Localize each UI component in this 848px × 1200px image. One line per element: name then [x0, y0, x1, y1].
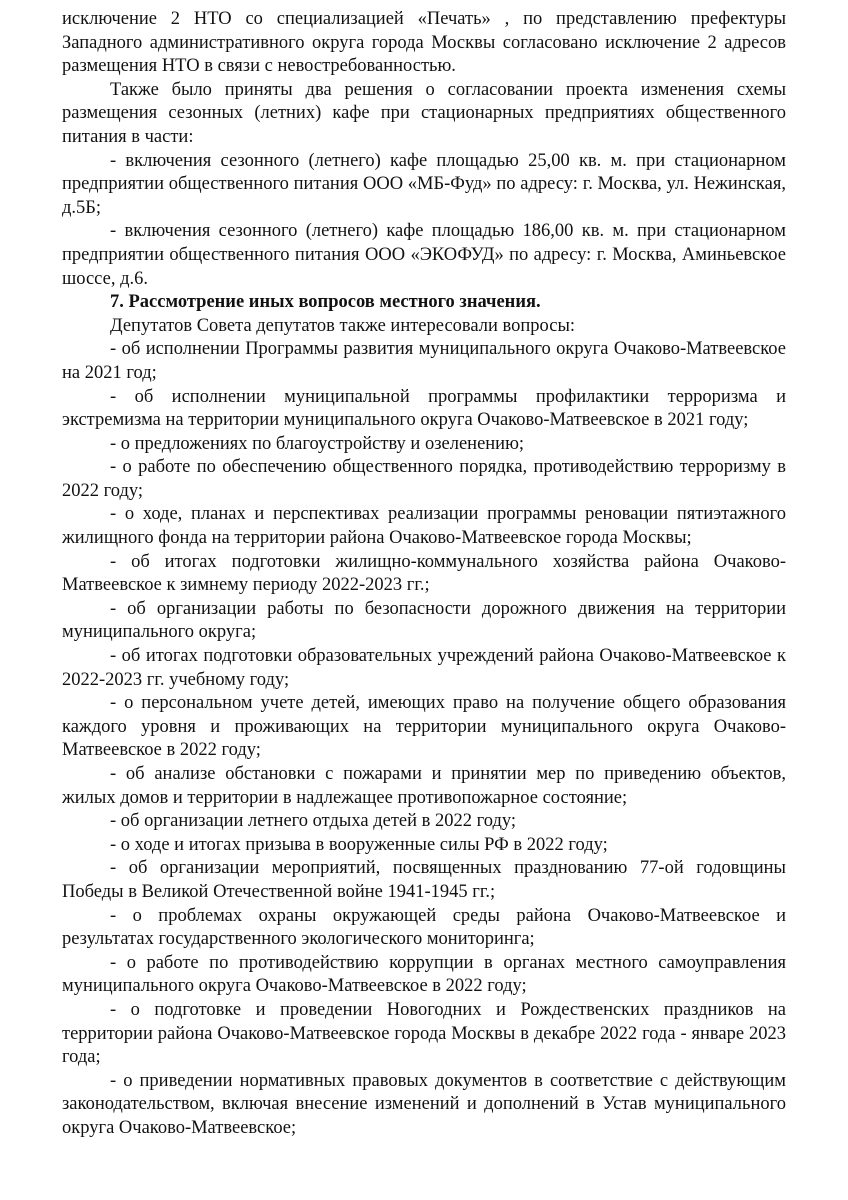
list-item: - об организации работы по безопасности дорожного движения на территории муниципального округа; [62, 598, 786, 643]
list-item: - о проблемах охраны окружающей среды района Очаково-Матвеевское и результатах государственного экологического мониторинга; [62, 905, 786, 950]
list-item: - о предложениях по благоустройству и озеленению; [110, 433, 525, 454]
list-item: - об итогах подготовки жилищно-коммунального хозяйства района Очаково-Матвеевское к зимнему периоду 2022-2023 гг.; [62, 551, 786, 596]
section-heading-7: 7. Рассмотрение иных вопросов местного значения. [110, 292, 541, 313]
list-item: - о работе по противодействию коррупции в органах местного самоуправления муниципального округа Очаково-Матвеевское в 2022 году; [62, 952, 786, 997]
list-item: - об итогах подготовки образовательных учреждений района Очаково-Матвеевское к 2022-2023 гг. учебному году; [62, 646, 786, 690]
list-item: - о ходе, планах и перспективах реализации программы реновации пятиэтажного жилищного фонда на территории района Очаково-Матвеевское города Москвы; [62, 504, 786, 549]
list-item-cafe-mb-food: - включения сезонного (летнего) кафе площадью 25,00 кв. м. при стационарном предприятии общественного питания ООО «МБ-Фуд» по адресу: г. Москва, ул. Нежинская, д.5Б; [62, 150, 786, 218]
list-item-cafe-ekofud: - включения сезонного (летнего) кафе площадью 186,00 кв. м. при стационарном предприятии общественного питания ООО «ЭКОФУД» по адресу: г. Москва, Аминьевское шоссе, д.6. [62, 221, 786, 289]
paragraph-summer-cafe-decisions: Также было приняты два решения о согласовании проекта изменения схемы размещения сезонных (летних) кафе при стационарных предприятиях общественного питания в части: [62, 79, 786, 147]
list-item: - об исполнении муниципальной программы профилактики терроризма и экстремизма на территории муниципального округа Очаково-Матвеевское в 2021 году; [62, 386, 786, 431]
list-item: - о приведении нормативных правовых документов в соответствие с действующим законодательством, включая внесение изменений и дополнений в Устав муниципального округа Очаково-Матвеевское; [62, 1070, 786, 1138]
list-item: - об исполнении Программы развития муниципального округа Очаково-Матвеевское на 2021 год; [62, 339, 786, 383]
list-item: - о персональном учете детей, имеющих право на получение общего образования каждого уровня и проживающих на территории муниципального округа Очаково-Матвеевское в 2022 году; [62, 693, 786, 761]
paragraph-nto-exclusion: исключение 2 НТО со специализацией «Печать» , по представлению префектуры Западного административного округа города Москвы согласовано исключение 2 адресов размещения НТО в связи с невостребованностью. [62, 9, 786, 77]
paragraph-questions-intro: Депутатов Совета депутатов также интересовали вопросы: [110, 315, 576, 336]
document-page [62, 8, 786, 1141]
list-item: - об организации мероприятий, посвященных празднованию 77-ой годовщины Победы в Великой Отечественной войне 1941-1945 гг.; [62, 858, 786, 902]
list-item: - о подготовке и проведении Новогодних и Рождественских праздников на территории района Очаково-Матвеевское города Москвы в декабре 2022 года - январе 2023 года; [62, 999, 786, 1068]
list-item: - о ходе и итогах призыва в вооруженные силы РФ в 2022 году; [110, 834, 608, 855]
list-item: - о работе по обеспечению общественного порядка, противодействию терроризму в 2022 году; [62, 457, 786, 501]
list-item: - об организации летнего отдыха детей в 2022 году; [110, 811, 517, 832]
list-item: - об анализе обстановки с пожарами и принятии мер по приведению объектов, жилых домов и территории в надлежащее противопожарное состояние; [62, 764, 786, 808]
